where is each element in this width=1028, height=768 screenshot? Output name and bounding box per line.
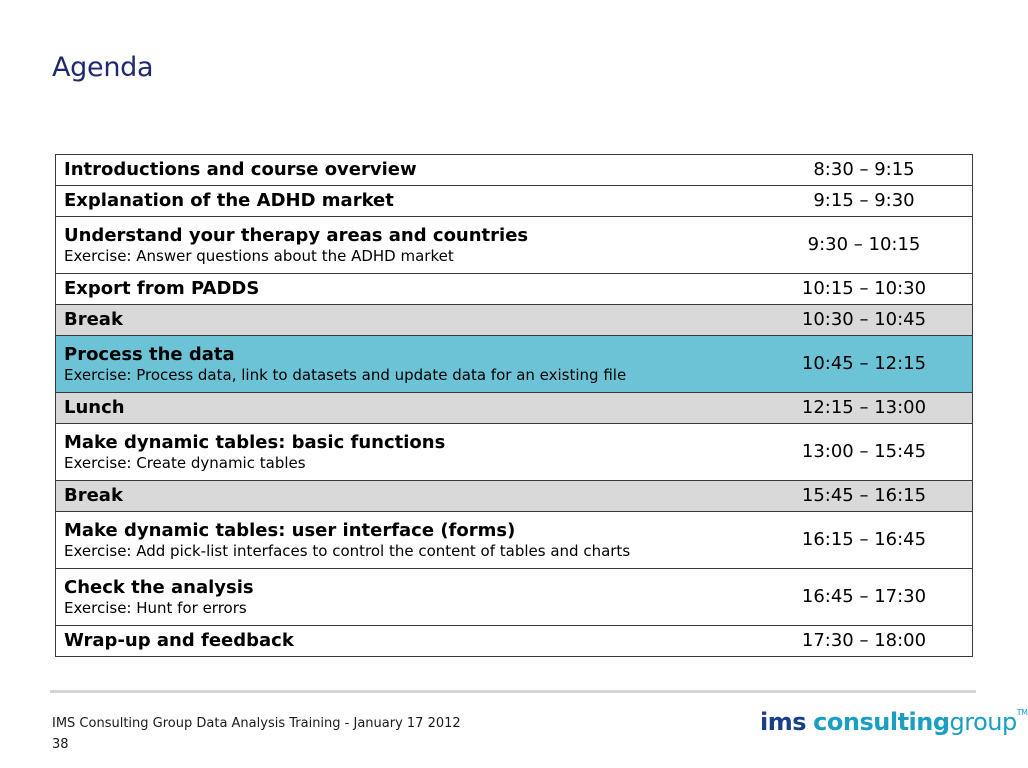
agenda-time-cell: 9:30 – 10:15 xyxy=(756,217,973,274)
logo-trademark: TM xyxy=(1016,708,1028,717)
agenda-topic-exercise: Exercise: Add pick-list interfaces to control the content of tables and charts xyxy=(64,541,631,560)
agenda-row xyxy=(56,512,973,569)
agenda-topic-cell xyxy=(56,481,757,512)
agenda-topic-title: Understand your therapy areas and countries xyxy=(64,224,529,246)
agenda-topic-cell xyxy=(56,274,757,305)
agenda-topic-title: Wrap-up and feedback xyxy=(64,630,294,651)
agenda-topic-title: Lunch xyxy=(64,397,125,418)
agenda-row xyxy=(56,186,973,217)
logo-part-ims: ims xyxy=(760,708,807,736)
footer-text: IMS Consulting Group Data Analysis Training - January 17 2012 xyxy=(52,716,461,731)
agenda-topic-title: Check the analysis xyxy=(64,576,254,598)
agenda-topic-title: Introductions and course overview xyxy=(64,159,417,180)
agenda-topic-cell xyxy=(56,569,757,626)
agenda-time-cell: 9:15 – 9:30 xyxy=(756,186,973,217)
page-number: 38 xyxy=(52,737,69,752)
agenda-topic-exercise: Exercise: Hunt for errors xyxy=(64,598,247,617)
agenda-time-cell: 12:15 – 13:00 xyxy=(756,393,973,424)
agenda-topic-cell xyxy=(56,512,757,569)
footer-divider xyxy=(50,690,976,693)
agenda-topic-cell xyxy=(56,305,757,336)
agenda-time-cell: 8:30 – 9:15 xyxy=(756,155,973,186)
agenda-row xyxy=(56,305,973,336)
agenda-row xyxy=(56,424,973,481)
agenda-topic-title: Break xyxy=(64,309,123,330)
agenda-row xyxy=(56,481,973,512)
agenda-topic-cell xyxy=(56,336,757,393)
agenda-topic-title: Process the data xyxy=(64,343,235,365)
logo-part-group: group xyxy=(949,708,1017,736)
agenda-time-cell: 13:00 – 15:45 xyxy=(756,424,973,481)
company-logo xyxy=(760,708,1028,736)
agenda-time-cell: 10:15 – 10:30 xyxy=(756,274,973,305)
agenda-row xyxy=(56,274,973,305)
agenda-time-cell: 10:30 – 10:45 xyxy=(756,305,973,336)
agenda-topic-cell xyxy=(56,155,757,186)
agenda-topic-title: Break xyxy=(64,485,123,506)
agenda-time-cell: 17:30 – 18:00 xyxy=(756,626,973,657)
agenda-row xyxy=(56,569,973,626)
agenda-row xyxy=(56,393,973,424)
agenda-topic-exercise: Exercise: Create dynamic tables xyxy=(64,453,306,472)
agenda-topic-title: Explanation of the ADHD market xyxy=(64,190,394,211)
agenda-topic-exercise: Exercise: Process data, link to datasets and update data for an existing file xyxy=(64,365,627,384)
agenda-topic-title: Make dynamic tables: basic functions xyxy=(64,431,446,453)
agenda-row xyxy=(56,336,973,393)
agenda-row xyxy=(56,155,973,186)
agenda-time-cell: 16:15 – 16:45 xyxy=(756,512,973,569)
agenda-topic-cell xyxy=(56,393,757,424)
agenda-topic-exercise: Exercise: Answer questions about the ADHD market xyxy=(64,246,454,265)
agenda-topic-cell xyxy=(56,626,757,657)
agenda-row xyxy=(56,217,973,274)
agenda-time-cell: 10:45 – 12:15 xyxy=(756,336,973,393)
agenda-topic-title: Export from PADDS xyxy=(64,278,260,299)
agenda-time-cell: 15:45 – 16:15 xyxy=(756,481,973,512)
agenda-topic-cell xyxy=(56,186,757,217)
agenda-topic-title: Make dynamic tables: user interface (forms) xyxy=(64,519,516,541)
agenda-topic-cell xyxy=(56,217,757,274)
agenda-table-body xyxy=(56,155,973,657)
agenda-row xyxy=(56,626,973,657)
logo-part-consulting: consulting xyxy=(813,708,950,736)
slide-title: Agenda xyxy=(52,52,154,83)
agenda-time-cell: 16:45 – 17:30 xyxy=(756,569,973,626)
agenda-topic-cell xyxy=(56,424,757,481)
agenda-table xyxy=(55,154,973,657)
